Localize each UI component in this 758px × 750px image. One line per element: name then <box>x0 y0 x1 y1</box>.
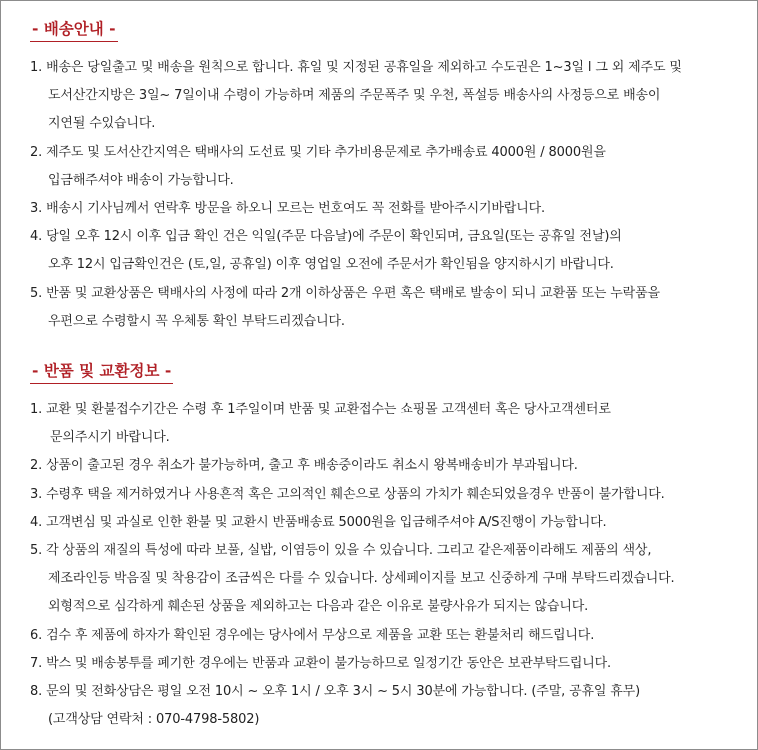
shipping-info-list <box>1 54 757 336</box>
returns-section-title: - 반품 및 교환정보 - <box>30 361 173 384</box>
shipping-item-4-cont: 오후 12시 입금확인건은 (토,일, 공휴일) 이후 영업일 오전에 주문서가 확인됨을 양지하시기 바랍니다. <box>48 257 614 273</box>
returns-item-6: 6. 검수 후 제품에 하자가 확인된 경우에는 당사에서 무상으로 제품을 교환 또는 환불처리 해드립니다. <box>30 627 595 643</box>
returns-item-4: 4. 고객변심 및 과실로 인한 환불 및 교환시 반품배송료 5000원을 입금해주셔야 A/S진행이 가능합니다. <box>30 514 607 530</box>
section-spacer <box>1 336 757 361</box>
returns-item-1-cont: 문의주시기 바랍니다. <box>50 430 170 446</box>
shipping-item-1-cont: 도서산간지방은 3일~ 7일이내 수령이 가능하며 제품의 주문폭주 및 우천, 폭설등 배송사의 사정등으로 배송이 <box>48 88 661 104</box>
returns-item-5-cont: 제조라인등 박음질 및 착용감이 조금씩은 다를 수 있습니다. 상세페이지를 보고 신중하게 구매 부탁드리겠습니다. <box>48 571 675 587</box>
returns-item-2: 2. 상품이 출고된 경우 취소가 불가능하며, 출고 후 배송중이라도 취소시 왕복배송비가 부과됩니다. <box>30 458 578 474</box>
contact-phone: (고객상담 연락처 : 070-4798-5802) <box>48 712 260 728</box>
shipping-item-2-cont: 입금해주셔야 배송이 가능합니다. <box>48 172 234 188</box>
shipping-item-5: 5. 반품 및 교환상품은 택배사의 사정에 따라 2개 이하상품은 우편 혹은 택배로 발송이 되니 교환품 또는 누락품을 <box>30 285 660 301</box>
returns-item-8: 8. 문의 및 전화상담은 평일 오전 10시 ~ 오후 1시 / 오후 3시 ~ 5시 30분에 가능합니다. (주말, 공휴일 휴무) <box>30 684 641 700</box>
returns-info-list <box>1 396 757 734</box>
shipping-section-title: - 배송안내 - <box>30 19 118 42</box>
returns-item-3: 3. 수령후 택을 제거하였거나 사용흔적 혹은 고의적인 훼손으로 상품의 가치가 훼손되었을경우 반품이 불가합니다. <box>30 486 665 502</box>
shipping-item-5-cont: 우편으로 수령할시 꼭 우체통 확인 부탁드리겠습니다. <box>48 313 345 329</box>
shipping-item-4: 4. 당일 오후 12시 이후 입금 확인 건은 익일(주문 다음날)에 주문이 확인되며, 금요일(또는 공휴일 전날)의 <box>30 229 622 245</box>
returns-item-5-cont: 외형적으로 심각하게 훼손된 상품을 제외하고는 다음과 같은 이유로 불량사유가 되지는 않습니다. <box>48 599 589 615</box>
shipping-item-3: 3. 배송시 기사님께서 연락후 방문을 하오니 모르는 번호여도 꼭 전화를 받아주시기바랍니다. <box>30 201 546 217</box>
returns-item-7: 7. 박스 및 배송봉투를 폐기한 경우에는 반품과 교환이 불가능하므로 일정기간 동안은 보관부탁드립니다. <box>30 655 612 671</box>
shipping-item-1: 1. 배송은 당일출고 및 배송을 원칙으로 합니다. 휴일 및 지정된 공휴일을 제외하고 수도권은 1~3일 l 그 외 제주도 및 <box>30 60 682 75</box>
returns-item-5: 5. 각 상품의 재질의 특성에 따라 보풀, 실밥, 이염등이 있을 수 있습니다. 그리고 같은제품이라해도 제품의 색상, <box>30 543 652 559</box>
shipping-item-2: 2. 제주도 및 도서산간지역은 택배사의 도선료 및 기타 추가비용문제로 추가배송료 4000원 / 8000원을 <box>30 144 606 160</box>
shipping-item-1-cont: 지연될 수있습니다. <box>48 116 156 132</box>
returns-item-1: 1. 교환 및 환불접수기간은 수령 후 1주일이며 반품 및 교환접수는 쇼핑몰 고객센터 혹은 당사고객센터로 <box>30 402 611 418</box>
